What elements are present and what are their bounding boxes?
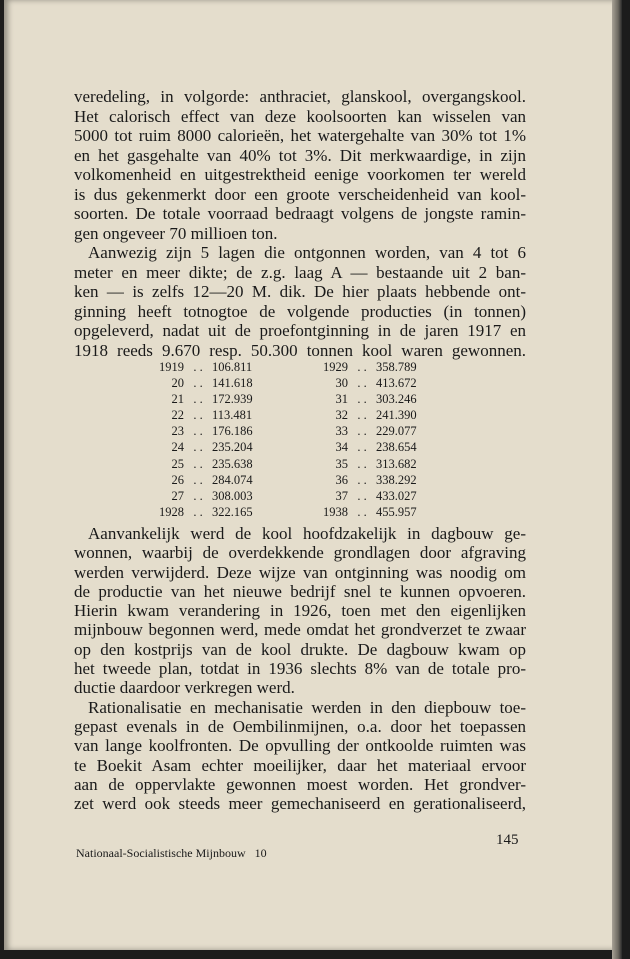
year-cell: 31 bbox=[335, 392, 348, 407]
year-cell: 24 bbox=[171, 440, 184, 455]
table-row bbox=[150, 359, 272, 375]
page-edge bbox=[612, 0, 622, 959]
leader-dots: . . bbox=[357, 376, 367, 391]
text-line: Aanwezig zijn 5 lagen die ontgonnen worden, van 4 tot 6 bbox=[88, 243, 526, 262]
text-line: ken — is zelfs 12—20 M. dik. De hier plaats hebbende ont- bbox=[74, 282, 526, 301]
year-cell: 30 bbox=[335, 376, 348, 391]
tonnage-cell: 313.682 bbox=[376, 456, 417, 471]
text-line: 5000 tot ruim 8000 calorieën, het watergehalte van 30% tot 1% bbox=[74, 126, 526, 145]
leader-dots: . . bbox=[357, 472, 367, 487]
tonnage-cell: 176.186 bbox=[212, 424, 253, 439]
table-row bbox=[314, 439, 436, 455]
text-line: 1918 reeds 9.670 resp. 50.300 tonnen kool waren gewonnen. bbox=[74, 340, 526, 360]
leader-dots: . . bbox=[193, 376, 203, 391]
text-line: Hierin kwam verandering in 1926, toen met den eigenlijken bbox=[74, 601, 526, 621]
text-line: werden verwijderd. Deze wijze van ontginning was noodig om bbox=[74, 562, 526, 582]
leader-dots: . . bbox=[193, 392, 203, 407]
leader-dots: . . bbox=[193, 424, 203, 439]
text-line: veredeling, in volgorde: anthraciet, glanskool, overgangskool. bbox=[74, 87, 526, 106]
paragraph-2 bbox=[74, 243, 526, 360]
text-line: op den kostprijs van de kool drukte. De dagbouw kwam op bbox=[74, 639, 526, 659]
year-cell: 33 bbox=[335, 424, 348, 439]
table-row bbox=[314, 375, 436, 391]
leader-dots: . . bbox=[357, 360, 367, 374]
text-line: Het calorisch effect van deze koolsoorten kan wisselen van bbox=[74, 106, 526, 126]
tonnage-cell: 322.165 bbox=[212, 504, 253, 519]
table-row bbox=[150, 439, 272, 455]
year-cell: 1928 bbox=[159, 504, 184, 519]
leader-dots: . . bbox=[193, 504, 203, 519]
text-line: Aanvankelijk werd de kool hoofdzakelijk in dagbouw ge- bbox=[88, 524, 526, 543]
text-line: gen ongeveer 70 millioen ton. bbox=[74, 223, 278, 243]
tonnage-cell: 235.204 bbox=[212, 440, 253, 455]
text-line: wonnen, waarbij de overdekkende grondlagen door afgraving bbox=[74, 543, 526, 563]
table-row bbox=[314, 391, 436, 407]
publication-title: Nationaal-Socialistische Mijnbouw bbox=[76, 846, 246, 860]
table-row bbox=[314, 359, 436, 375]
text-line: Rationalisatie en mechanisatie werden in den diepbouw toe- bbox=[88, 697, 526, 717]
table-row bbox=[150, 456, 272, 472]
leader-dots: . . bbox=[357, 504, 367, 519]
tonnage-cell: 433.027 bbox=[376, 488, 417, 503]
body-text-top bbox=[74, 87, 526, 360]
leader-dots: . . bbox=[193, 440, 203, 455]
text-line: volkomenheid en uitgestrektheid eenige voorkomen ter wereld bbox=[74, 165, 526, 184]
text-line: ginning heeft totnogtoe de volgende producties (in tonnen) bbox=[74, 301, 526, 321]
tonnage-cell: 235.638 bbox=[212, 456, 253, 471]
tonnage-cell: 455.957 bbox=[376, 504, 417, 519]
tonnage-cell: 308.003 bbox=[212, 488, 253, 503]
production-column-left bbox=[150, 359, 272, 520]
year-cell: 23 bbox=[171, 424, 184, 439]
text-line: soorten. De totale voorraad bedraagt volgens de jongste ramin- bbox=[74, 204, 526, 223]
tonnage-cell: 113.481 bbox=[212, 408, 253, 423]
text-line: van lange koolfronten. De opvulling der ontkoolde ruimten was bbox=[74, 736, 526, 756]
paragraph-3 bbox=[74, 524, 526, 698]
year-cell: 20 bbox=[171, 376, 184, 391]
year-cell: 27 bbox=[171, 488, 184, 503]
text-line: meter en meer dikte; de z.g. laag A — bestaande uit 2 ban- bbox=[74, 262, 526, 282]
year-cell: 35 bbox=[335, 456, 348, 471]
text-line: aan de oppervlakte gewonnen moest worden. Het grondver- bbox=[74, 774, 526, 794]
text-line: is dus gekenmerkt door een groote verscheidenheid van kool- bbox=[74, 184, 526, 204]
table-row bbox=[314, 504, 436, 520]
tonnage-cell: 238.654 bbox=[376, 440, 417, 455]
table-row bbox=[150, 423, 272, 439]
leader-dots: . . bbox=[193, 408, 203, 423]
table-row bbox=[150, 472, 272, 488]
year-cell: 26 bbox=[171, 472, 184, 487]
text-line: mijnbouw begonnen werd, mede omdat het grondverzet te zwaar bbox=[74, 620, 526, 640]
leader-dots: . . bbox=[357, 456, 367, 471]
tonnage-cell: 413.672 bbox=[376, 376, 417, 391]
text-line: zet werd ook steeds meer gemechaniseerd en gerationaliseerd, bbox=[74, 794, 526, 814]
text-line: ductie daardoor verkregen werd. bbox=[74, 678, 295, 698]
leader-dots: . . bbox=[193, 456, 203, 471]
table-row bbox=[314, 472, 436, 488]
table-row bbox=[314, 456, 436, 472]
year-cell: 37 bbox=[335, 488, 348, 503]
year-cell: 21 bbox=[171, 392, 184, 407]
table-row bbox=[150, 488, 272, 504]
tonnage-cell: 358.789 bbox=[376, 360, 417, 374]
table-row bbox=[314, 423, 436, 439]
leader-dots: . . bbox=[193, 488, 203, 503]
text-line: opgeleverd, nadat uit de proefontginning in de jaren 1917 en bbox=[74, 321, 526, 340]
tonnage-cell: 338.292 bbox=[376, 472, 417, 487]
page-number: 145 bbox=[496, 832, 519, 848]
table-row bbox=[150, 391, 272, 407]
table-row bbox=[150, 504, 272, 520]
text-line: te Boekit Asam echter moeilijker, daar het materiaal ervoor bbox=[74, 755, 526, 775]
text-line: gepast evenals in de Oembilinmijnen, o.a. door het toepassen bbox=[74, 716, 526, 736]
text-line: de productie van het nieuwe bedrijf snel te kunnen opvoeren. bbox=[74, 581, 526, 601]
issue-number: 10 bbox=[254, 846, 267, 860]
table-row bbox=[314, 488, 436, 504]
year-cell: 36 bbox=[335, 472, 348, 487]
leader-dots: . . bbox=[193, 360, 203, 374]
table-row bbox=[314, 407, 436, 423]
leader-dots: . . bbox=[357, 440, 367, 455]
tonnage-cell: 303.246 bbox=[376, 392, 417, 407]
leader-dots: . . bbox=[357, 488, 367, 503]
tonnage-cell: 284.074 bbox=[212, 472, 253, 487]
tonnage-cell: 172.939 bbox=[212, 392, 253, 407]
table-row bbox=[150, 375, 272, 391]
year-cell: 34 bbox=[335, 440, 348, 455]
year-cell: 1938 bbox=[323, 504, 348, 519]
leader-dots: . . bbox=[357, 392, 367, 407]
tonnage-cell: 106.811 bbox=[212, 360, 253, 374]
paragraph-4 bbox=[74, 698, 526, 814]
tonnage-cell: 241.390 bbox=[376, 408, 417, 423]
body-text-bottom bbox=[74, 524, 526, 813]
text-line: het tweede plan, totdat in 1936 slechts 8% van de totale pro- bbox=[74, 659, 526, 679]
production-column-right bbox=[314, 359, 436, 520]
paragraph-1 bbox=[74, 87, 526, 243]
leader-dots: . . bbox=[357, 424, 367, 439]
year-cell: 22 bbox=[171, 408, 184, 423]
footer-publication bbox=[76, 846, 267, 861]
year-cell: 32 bbox=[335, 408, 348, 423]
tonnage-cell: 141.618 bbox=[212, 376, 253, 391]
tonnage-cell: 229.077 bbox=[376, 424, 417, 439]
year-cell: 1919 bbox=[159, 360, 184, 374]
year-cell: 1929 bbox=[323, 360, 348, 374]
leader-dots: . . bbox=[193, 472, 203, 487]
leader-dots: . . bbox=[357, 408, 367, 423]
text-line: en het gasgehalte van 40% tot 3%. Dit merkwaardige, in zijn bbox=[74, 145, 526, 165]
year-cell: 25 bbox=[171, 456, 184, 471]
table-row bbox=[150, 407, 272, 423]
